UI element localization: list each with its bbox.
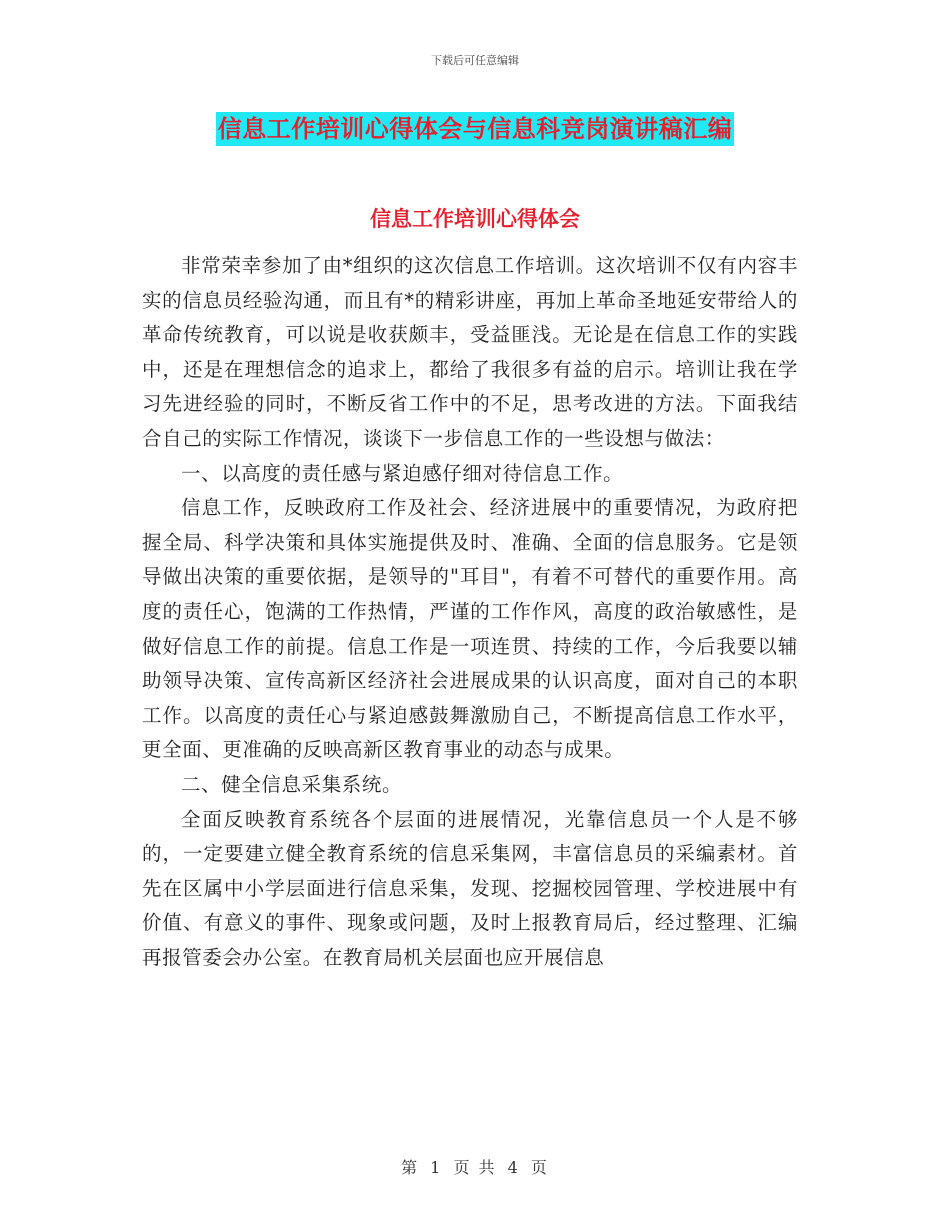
document-title: 信息工作培训心得体会与信息科竞岗演讲稿汇编 bbox=[216, 112, 735, 146]
document-body-text bbox=[142, 249, 798, 975]
page-header-note: 下载后可任意编辑 bbox=[431, 54, 519, 67]
paragraph-heading-2: 二、健全信息采集系统。 bbox=[181, 772, 403, 796]
footer-page-number: 1 bbox=[430, 1158, 443, 1177]
paragraph-intro: 非常荣幸参加了由*组织的这次信息工作培训。这次培训不仅有内容丰实的信息员经验沟通，而且有*的精彩讲座，再加上革命圣地延安带给人的革命传统教育，可以说是收获颇丰，受益匪浅。无论是在信息工作的实践中，还是在理想信念的追求上，都给了我很多有益的启示。培训让我在学习先进经验的同时，不断反省工作中的不足，思考改进的方法。下面我结合自己的实际工作情况，谈谈下一步信息工作的一些设想与做法： bbox=[142, 254, 798, 450]
paragraph-body-2: 全面反映教育系统各个层面的进展情况，光靠信息员一个人是不够的，一定要建立健全教育系统的信息采集网，丰富信息员的采编素材。首先在区属中小学层面进行信息采集，发现、挖掘校园管理、学校进展中有价值、有意义的事件、现象或问题，及时上报教育局后，经过整理、汇编再报管委会办公室。在教育局机关层面也应开展信息 bbox=[142, 807, 798, 969]
document-title-container bbox=[0, 112, 950, 146]
paragraph-body-1: 信息工作，反映政府工作及社会、经济进展中的重要情况，为政府把握全局、科学决策和具体实施提供及时、准确、全面的信息服务。它是领导做出决策的重要依据，是领导的"耳目"，有着不可替代的重要作用。高度的责任心，饱满的工作热情，严谨的工作作风，高度的政治敏感性，是做好信息工作的前提。信息工作是一项连贯、持续的工作，今后我要以辅助领导决策、宣传高新区经济社会进展成果的认识高度，面对自己的本职工作。以高度的责任心与紧迫感鼓舞激励自己，不断提高信息工作水平，更全面、更准确的反映高新区教育事业的动态与成果。 bbox=[142, 496, 798, 762]
page-footer bbox=[0, 1155, 950, 1178]
footer-suffix: 页 bbox=[530, 1158, 549, 1177]
paragraph-heading-1: 一、以高度的责任感与紧迫感仔细对待信息工作。 bbox=[181, 461, 624, 485]
footer-prefix: 第 bbox=[401, 1158, 420, 1177]
footer-total-pages: 4 bbox=[507, 1158, 520, 1177]
footer-middle: 页 共 bbox=[453, 1158, 497, 1177]
section-title: 信息工作培训心得体会 bbox=[370, 207, 580, 231]
